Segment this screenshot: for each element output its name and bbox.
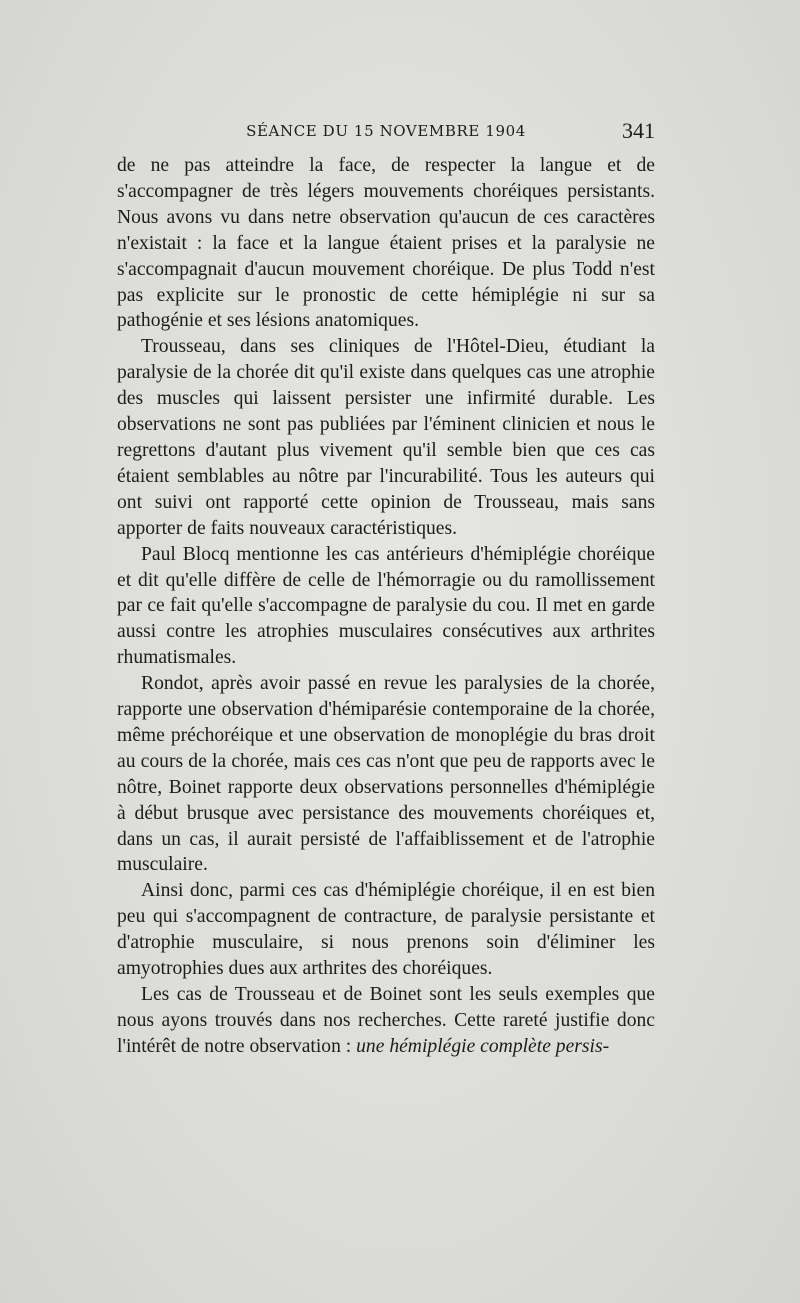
paragraph-2: Trousseau, dans ses cliniques de l'Hôtel-Dieu, étudiant la paralysie de la chorée dit qu'il existe dans quelques cas une atrophie des muscles qui laissent persister une infirmité durable. Les observations ne sont pas publiées par l'éminent clinicien et nous le regrettons d'autant plus vivement qu'il semble bien que ces cas étaient semblables au nôtre par l'incurabilité. Tous les auteurs qui ont suivi ont rapporté cette opinion de Trousseau, mais sans apporter de faits nouveaux caractéristiques.	[117, 336, 655, 539]
page-number: 341	[622, 118, 655, 143]
body-text	[117, 153, 655, 1060]
paragraph-6	[117, 982, 655, 1060]
paragraph-5: Ainsi donc, parmi ces cas d'hémiplégie choréique, il en est bien peu qui s'accompagnent de contracture, de paralysie persistante et d'atrophie musculaire, si nous prenons soin d'éliminer les amyotrophies dues aux arthrites des choréiques.	[117, 880, 655, 980]
paragraph-6-italic: une hémiplégie complète persis-	[356, 1035, 610, 1057]
paragraph-1: de ne pas atteindre la face, de respecter la langue et de s'accompagner de très légers mouvements choréiques persistants. Nous avons vu dans netre observation qu'aucun de ces caractères n'existait : la face et la langue étaient prises et la paralysie ne s'accompagnait d'aucun mouvement choréique. De plus Todd n'est pas explicite sur le pronostic de cette hémiplégie ni sur sa pathogénie et ses lésions anatomiques.	[117, 155, 655, 332]
paragraph-4: Rondot, après avoir passé en revue les paralysies de la chorée, rapporte une observation d'hémiparésie contemporaine de la chorée, même préchoréique et une observation de monoplégie du bras droit au cours de la chorée, mais ces cas n'ont que peu de rapports avec le nôtre, Boinet rapporte deux observations personnelles d'hémiplégie à début brusque avec persistance des mouvements choréiques et, dans un cas, il aurait persisté de l'affaiblissement et de l'atrophie musculaire.	[117, 673, 655, 876]
paragraph-3: Paul Blocq mentionne les cas antérieurs d'hémiplégie choréique et dit qu'elle diffère de celle de l'hémorragie ou du ramollissement par ce fait qu'elle s'accompagne de paralysie du cou. Il met en garde aussi contre les atrophies musculaires consécutives aux arthrites rhumatismales.	[117, 543, 655, 669]
paragraph-6-text: Les cas de Trousseau et de Boinet sont les seuls exemples que nous ayons trouvés dans nos recherches. Cette rareté justifie donc l'intérêt de notre observation :	[117, 984, 655, 1057]
running-title: SÉANCE DU 15 NOVEMBRE 1904	[246, 122, 526, 140]
page-header	[117, 118, 655, 146]
